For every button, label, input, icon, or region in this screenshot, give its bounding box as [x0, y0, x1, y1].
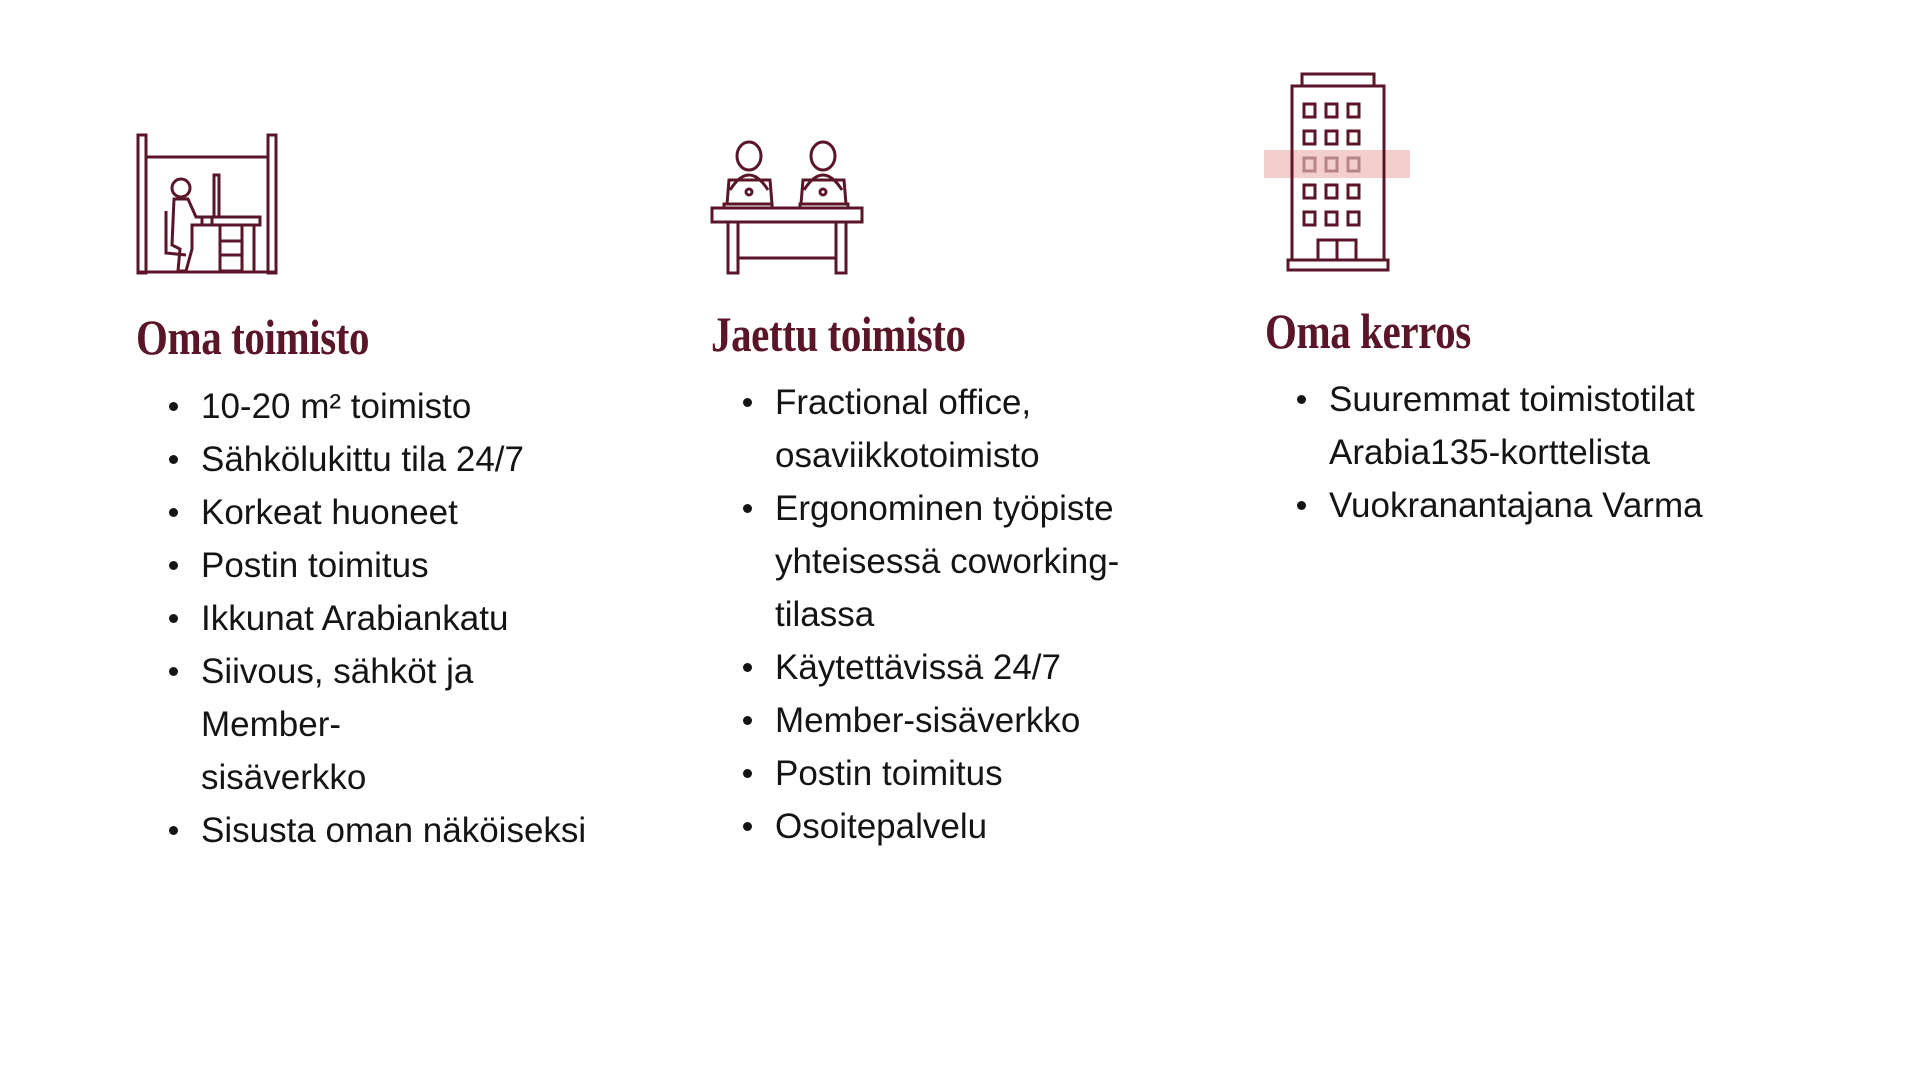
- building-floor-icon: [1264, 72, 1410, 274]
- feature-list: [1329, 373, 1789, 532]
- list-item: Sisusta oman näköiseksi: [201, 804, 586, 857]
- list-item: Fractional office, osaviikkotoimisto: [775, 376, 1085, 482]
- list-item: Postin toimitus: [775, 747, 1175, 800]
- list-item: Osoitepalvelu: [775, 800, 1175, 853]
- list-item: Ikkunat Arabiankatu: [201, 592, 586, 645]
- list-item: Sähkölukittu tila 24/7: [201, 433, 586, 486]
- list-item: Käytettävissä 24/7: [775, 641, 1175, 694]
- feature-list: [775, 376, 1175, 853]
- shared-desk-icon: [710, 140, 864, 275]
- list-item: Suuremmat toimistotilat Arabia135-korttelista: [1329, 373, 1769, 479]
- list-item: Member-sisäverkko: [775, 694, 1175, 747]
- feature-list: [201, 380, 586, 857]
- column-heading: Jaettu toimisto: [711, 306, 966, 362]
- list-item: Siivous, sähköt ja Member-sisäverkko: [201, 645, 501, 804]
- list-item: Vuokranantajana Varma: [1329, 479, 1789, 532]
- column-heading: Oma toimisto: [136, 309, 370, 365]
- list-item: Korkeat huoneet: [201, 486, 586, 539]
- list-item: Postin toimitus: [201, 539, 586, 592]
- column-heading: Oma kerros: [1265, 303, 1471, 359]
- list-item: Ergonominen työpiste yhteisessä coworking-tilassa: [775, 482, 1145, 641]
- list-item: 10-20 m² toimisto: [201, 380, 586, 433]
- office-cubicle-icon: [136, 133, 278, 275]
